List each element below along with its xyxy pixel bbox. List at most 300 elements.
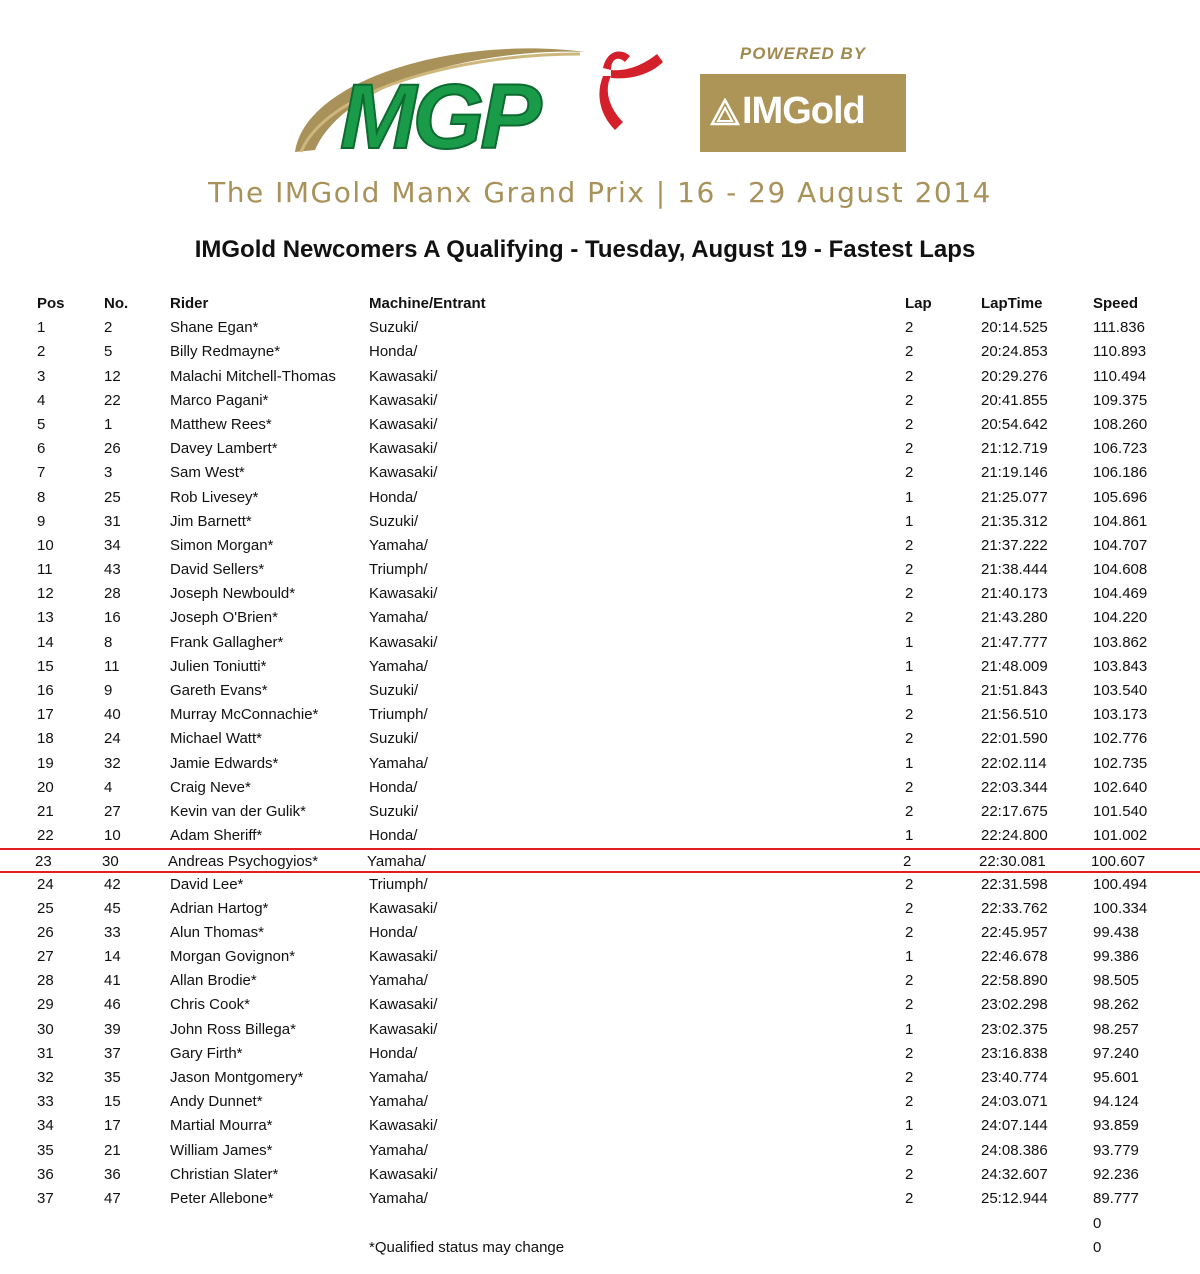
- cell-speed: 110.494: [1093, 367, 1147, 385]
- cell-pos: 35: [37, 1141, 54, 1159]
- cell-machine: Yamaha/: [367, 853, 426, 871]
- cell-number: 21: [104, 1141, 121, 1159]
- cell-speed: 97.240: [1093, 1044, 1139, 1062]
- cell-number: 31: [104, 512, 121, 530]
- cell-rider: Frank Gallagher*: [170, 633, 284, 651]
- cell-machine: Kawasaki/: [369, 1117, 438, 1135]
- table-row: [0, 582, 1200, 606]
- cell-speed: 104.220: [1093, 609, 1148, 627]
- cell-number: 40: [104, 706, 121, 724]
- table-row: [0, 631, 1200, 655]
- cell-pos: 9: [37, 512, 46, 530]
- cell-rider: Christian Slater*: [170, 1165, 279, 1183]
- cell-laptime: 24:03.071: [981, 1093, 1048, 1111]
- cell-lap: 2: [905, 561, 914, 579]
- table-row: [0, 703, 1200, 727]
- cell-laptime: 20:29.276: [981, 367, 1048, 385]
- cell-number: 14: [104, 948, 121, 966]
- cell-pos: 8: [37, 488, 46, 506]
- table-row: [0, 1187, 1200, 1211]
- cell-number: 33: [104, 923, 121, 941]
- cell-number: 41: [104, 972, 121, 990]
- cell-laptime: 21:38.444: [981, 561, 1048, 579]
- table-row: [0, 969, 1200, 993]
- table-row: [0, 727, 1200, 751]
- cell-rider: Peter Allebone*: [170, 1189, 274, 1207]
- cell-pos: 16: [37, 682, 54, 699]
- header-logos: [0, 0, 1200, 230]
- table-row: [0, 1114, 1200, 1138]
- imgold-logo: [700, 74, 906, 152]
- cell-machine: Honda/: [369, 343, 418, 361]
- cell-laptime: 21:43.280: [981, 609, 1048, 627]
- table-row: [0, 1163, 1200, 1187]
- mgp-logo: [285, 40, 675, 165]
- cell-lap: 2: [905, 875, 914, 893]
- cell-rider: Davey Lambert*: [170, 440, 278, 458]
- cell-lap: 2: [905, 1044, 914, 1062]
- cell-laptime: 22:31.598: [981, 875, 1048, 893]
- cell-laptime: 21:25.077: [981, 488, 1048, 506]
- cell-lap: 1: [905, 827, 914, 845]
- table-row: [0, 316, 1200, 340]
- header-speed: Speed: [1093, 295, 1139, 312]
- cell-lap: 2: [905, 343, 914, 361]
- header-no: No.: [104, 295, 129, 312]
- cell-speed: 108.260: [1093, 415, 1148, 433]
- cell-lap: 2: [905, 1189, 914, 1207]
- cell-pos: 18: [37, 730, 54, 748]
- cell-laptime: 23:02.375: [981, 1020, 1048, 1038]
- cell-speed: 104.608: [1093, 561, 1148, 579]
- cell-pos: 3: [37, 367, 46, 385]
- cell-pos: 33: [37, 1093, 54, 1111]
- cell-rider: Marco Pagani*: [170, 391, 269, 409]
- cell-pos: 28: [37, 972, 54, 990]
- cell-speed: 102.640: [1093, 778, 1148, 796]
- cell-pos: 14: [37, 633, 54, 651]
- table-row: [0, 1042, 1200, 1066]
- cell-speed: 93.779: [1093, 1141, 1139, 1159]
- cell-rider: David Sellers*: [170, 561, 265, 579]
- cell-machine: Kawasaki/: [369, 948, 438, 966]
- cell-speed: 98.262: [1093, 996, 1139, 1014]
- cell-machine: Suzuki/: [369, 730, 419, 748]
- table-row: [0, 389, 1200, 413]
- cell-machine: Yamaha/: [369, 536, 428, 554]
- cell-speed: 100.607: [1091, 853, 1146, 871]
- cell-laptime: 20:14.525: [981, 319, 1048, 337]
- cell-pos: 22: [37, 827, 54, 845]
- table-row: [0, 510, 1200, 534]
- table-header: [0, 292, 1200, 316]
- cell-lap: 1: [905, 754, 914, 772]
- cell-machine: Honda/: [369, 488, 418, 506]
- cell-lap: 2: [905, 996, 914, 1014]
- cell-number: 35: [104, 1069, 121, 1086]
- cell-laptime: 22:46.678: [981, 948, 1048, 966]
- cell-speed: 110.893: [1093, 343, 1147, 361]
- cell-machine: Honda/: [369, 923, 418, 941]
- cell-rider: Matthew Rees*: [170, 415, 272, 433]
- cell-machine: Suzuki/: [369, 319, 419, 337]
- cell-laptime: 21:51.843: [981, 682, 1048, 699]
- cell-laptime: 21:47.777: [981, 633, 1048, 651]
- cell-number: 28: [104, 585, 121, 603]
- cell-number: 5: [104, 343, 113, 361]
- speed-extra-value: 0: [1093, 1239, 1102, 1256]
- cell-lap: 1: [905, 633, 914, 651]
- cell-speed: 106.723: [1093, 440, 1148, 458]
- cell-pos: 2: [37, 343, 46, 361]
- table-row: [0, 461, 1200, 485]
- cell-lap: 2: [905, 391, 914, 409]
- cell-machine: Yamaha/: [369, 972, 428, 990]
- cell-rider: Andreas Psychogyios*: [168, 853, 319, 871]
- cell-number: 24: [104, 730, 121, 748]
- cell-speed: 94.124: [1093, 1093, 1139, 1111]
- cell-pos: 24: [37, 875, 54, 893]
- cell-number: 11: [104, 657, 120, 675]
- cell-pos: 23: [35, 853, 52, 871]
- cell-speed: 103.540: [1093, 682, 1148, 699]
- cell-speed: 103.173: [1093, 706, 1148, 724]
- cell-laptime: 22:33.762: [981, 899, 1048, 917]
- cell-number: 9: [104, 682, 113, 699]
- cell-lap: 2: [905, 802, 914, 820]
- cell-pos: 13: [37, 609, 54, 627]
- cell-lap: 2: [905, 464, 914, 482]
- header-lap: Lap: [905, 295, 932, 312]
- cell-speed: 93.859: [1093, 1117, 1139, 1135]
- cell-machine: Suzuki/: [369, 682, 419, 699]
- cell-pos: 27: [37, 948, 54, 966]
- cell-number: 27: [104, 802, 121, 820]
- cell-pos: 11: [37, 561, 53, 579]
- cell-pos: 1: [37, 319, 46, 337]
- cell-rider: Joseph O'Brien*: [170, 609, 278, 627]
- cell-laptime: 21:19.146: [981, 464, 1048, 482]
- cell-laptime: 22:24.800: [981, 827, 1048, 845]
- cell-machine: Yamaha/: [369, 754, 428, 772]
- cell-speed: 89.777: [1093, 1189, 1139, 1207]
- cell-number: 36: [104, 1165, 121, 1183]
- cell-machine: Honda/: [369, 827, 418, 845]
- cell-machine: Honda/: [369, 1044, 418, 1062]
- cell-lap: 2: [905, 972, 914, 990]
- triskelion-icon: [599, 52, 663, 130]
- cell-rider: Adrian Hartog*: [170, 899, 269, 917]
- cell-lap: 2: [905, 440, 914, 458]
- cell-lap: 2: [905, 1165, 914, 1183]
- cell-number: 17: [104, 1117, 121, 1135]
- cell-laptime: 20:54.642: [981, 415, 1048, 433]
- cell-lap: 1: [905, 948, 914, 966]
- cell-machine: Kawasaki/: [369, 1020, 438, 1038]
- imgold-triangle-icon: [710, 98, 740, 128]
- cell-number: 34: [104, 536, 121, 554]
- cell-rider: Malachi Mitchell-Thomas: [170, 367, 336, 385]
- cell-rider: Alun Thomas*: [170, 923, 264, 941]
- cell-laptime: 22:30.081: [979, 853, 1046, 871]
- cell-laptime: 23:02.298: [981, 996, 1048, 1014]
- table-row: [0, 1139, 1200, 1163]
- cell-rider: Gareth Evans*: [170, 682, 268, 699]
- cell-laptime: 21:35.312: [981, 512, 1048, 530]
- cell-pos: 15: [37, 657, 54, 675]
- cell-rider: Kevin van der Gulik*: [170, 802, 306, 820]
- cell-lap: 2: [905, 585, 914, 603]
- cell-speed: 109.375: [1093, 391, 1148, 409]
- cell-speed: 105.696: [1093, 488, 1148, 506]
- cell-rider: Allan Brodie*: [170, 972, 257, 990]
- cell-laptime: 22:58.890: [981, 972, 1048, 990]
- cell-lap: 1: [905, 488, 914, 506]
- table-row: [0, 340, 1200, 364]
- cell-lap: 1: [905, 1117, 914, 1135]
- cell-rider: Shane Egan*: [170, 319, 259, 337]
- cell-number: 1: [104, 415, 113, 433]
- table-row: [0, 993, 1200, 1017]
- cell-machine: Kawasaki/: [369, 391, 438, 409]
- table-row: [0, 413, 1200, 437]
- cell-machine: Yamaha/: [369, 657, 428, 675]
- event-title: The IMGold Manx Grand Prix | 16 - 29 August 2014: [208, 176, 992, 209]
- table-row: [0, 945, 1200, 969]
- cell-rider: Andy Dunnet*: [170, 1093, 263, 1111]
- cell-laptime: 24:08.386: [981, 1141, 1048, 1159]
- cell-number: 3: [104, 464, 113, 482]
- table-row: [0, 897, 1200, 921]
- cell-laptime: 21:40.173: [981, 585, 1048, 603]
- cell-number: 37: [104, 1044, 121, 1062]
- cell-pos: 36: [37, 1165, 54, 1183]
- cell-speed: 104.469: [1093, 585, 1148, 603]
- cell-number: 4: [104, 778, 113, 796]
- cell-pos: 19: [37, 754, 54, 772]
- header-pos: Pos: [37, 295, 65, 312]
- cell-lap: 2: [905, 1069, 914, 1086]
- cell-pos: 31: [37, 1044, 54, 1062]
- header-machine: Machine/Entrant: [369, 295, 486, 312]
- cell-number: 32: [104, 754, 121, 772]
- cell-rider: Michael Watt*: [170, 730, 262, 748]
- cell-machine: Honda/: [369, 778, 418, 796]
- cell-rider: Gary Firth*: [170, 1044, 243, 1062]
- table-row-highlighted: [0, 848, 1200, 872]
- cell-number: 25: [104, 488, 121, 506]
- cell-pos: 6: [37, 440, 46, 458]
- cell-number: 30: [102, 853, 119, 871]
- cell-number: 43: [104, 561, 121, 579]
- cell-machine: Kawasaki/: [369, 440, 438, 458]
- cell-pos: 37: [37, 1189, 54, 1207]
- cell-rider: David Lee*: [170, 875, 244, 893]
- cell-laptime: 25:12.944: [981, 1189, 1048, 1207]
- cell-speed: 95.601: [1093, 1069, 1139, 1086]
- cell-rider: Martial Mourra*: [170, 1117, 273, 1135]
- cell-pos: 4: [37, 391, 46, 409]
- cell-lap: 1: [905, 512, 914, 530]
- session-title: IMGold Newcomers A Qualifying - Tuesday, August 19 - Fastest Laps: [194, 236, 976, 263]
- cell-machine: Yamaha/: [369, 1189, 428, 1207]
- cell-machine: Kawasaki/: [369, 899, 438, 917]
- cell-pos: 17: [37, 706, 54, 724]
- cell-laptime: 21:12.719: [981, 440, 1048, 458]
- cell-machine: Kawasaki/: [369, 633, 438, 651]
- table-row: [0, 1018, 1200, 1042]
- speed-extra-value: 0: [1093, 1215, 1102, 1232]
- cell-rider: Joseph Newbould*: [170, 585, 296, 603]
- cell-laptime: 22:03.344: [981, 778, 1048, 796]
- cell-lap: 1: [905, 657, 914, 675]
- cell-number: 8: [104, 633, 113, 651]
- table-row: [0, 437, 1200, 461]
- imgold-wordmark: IMGold: [742, 90, 865, 132]
- cell-laptime: 23:40.774: [981, 1069, 1048, 1086]
- table-row: [0, 679, 1200, 703]
- cell-rider: Sam West*: [170, 464, 245, 482]
- cell-number: 26: [104, 440, 121, 458]
- cell-lap: 1: [905, 1020, 914, 1038]
- cell-lap: 2: [903, 853, 912, 871]
- cell-laptime: 24:32.607: [981, 1165, 1048, 1183]
- cell-laptime: 22:45.957: [981, 923, 1048, 941]
- cell-speed: 100.334: [1093, 899, 1148, 917]
- cell-rider: Billy Redmayne*: [170, 343, 281, 361]
- cell-speed: 103.862: [1093, 633, 1148, 651]
- cell-lap: 2: [905, 319, 914, 337]
- cell-rider: Rob Livesey*: [170, 488, 259, 506]
- cell-pos: 12: [37, 585, 54, 603]
- cell-lap: 2: [905, 706, 914, 724]
- cell-laptime: 20:41.855: [981, 391, 1048, 409]
- cell-machine: Suzuki/: [369, 802, 419, 820]
- cell-rider: Chris Cook*: [170, 996, 251, 1014]
- header-laptime: LapTime: [981, 295, 1043, 312]
- cell-speed: 106.186: [1093, 464, 1148, 482]
- cell-rider: William James*: [170, 1141, 273, 1159]
- cell-machine: Kawasaki/: [369, 996, 438, 1014]
- cell-machine: Kawasaki/: [369, 367, 438, 385]
- cell-pos: 20: [37, 778, 54, 796]
- cell-lap: 2: [905, 899, 914, 917]
- cell-laptime: 23:16.838: [981, 1044, 1048, 1062]
- cell-machine: Yamaha/: [369, 1141, 428, 1159]
- header-rider: Rider: [170, 295, 209, 312]
- cell-speed: 111.836: [1093, 319, 1145, 337]
- cell-lap: 2: [905, 730, 914, 748]
- cell-speed: 104.707: [1093, 536, 1148, 554]
- table-row: [0, 558, 1200, 582]
- cell-lap: 2: [905, 415, 914, 433]
- cell-pos: 26: [37, 923, 54, 941]
- cell-number: 16: [104, 609, 121, 627]
- cell-machine: Triumph/: [369, 875, 428, 893]
- cell-number: 10: [104, 827, 121, 845]
- cell-pos: 5: [37, 415, 46, 433]
- cell-lap: 1: [905, 682, 914, 699]
- table-row: [0, 606, 1200, 630]
- powered-by-label: POWERED BY: [739, 44, 867, 63]
- table-row: [0, 752, 1200, 776]
- cell-lap: 2: [905, 609, 914, 627]
- table-row: [0, 776, 1200, 800]
- cell-rider: Simon Morgan*: [170, 536, 274, 554]
- cell-speed: 100.494: [1093, 875, 1148, 893]
- cell-speed: 99.386: [1093, 948, 1139, 966]
- cell-number: 46: [104, 996, 121, 1014]
- cell-rider: Murray McConnachie*: [170, 706, 319, 724]
- cell-laptime: 22:02.114: [981, 754, 1047, 772]
- cell-rider: Morgan Govignon*: [170, 948, 296, 966]
- cell-rider: Craig Neve*: [170, 778, 251, 796]
- cell-pos: 29: [37, 996, 54, 1014]
- cell-speed: 104.861: [1093, 512, 1148, 530]
- cell-machine: Kawasaki/: [369, 1165, 438, 1183]
- cell-speed: 102.735: [1093, 754, 1148, 772]
- cell-laptime: 21:48.009: [981, 657, 1048, 675]
- cell-speed: 92.236: [1093, 1165, 1139, 1183]
- table-body: [0, 316, 1200, 1211]
- table-row: [0, 800, 1200, 824]
- cell-lap: 2: [905, 367, 914, 385]
- cell-pos: 7: [37, 464, 46, 482]
- table-row: [0, 1066, 1200, 1090]
- cell-laptime: 24:07.144: [981, 1117, 1048, 1135]
- cell-lap: 2: [905, 536, 914, 554]
- cell-laptime: 22:01.590: [981, 730, 1048, 748]
- cell-pos: 30: [37, 1020, 54, 1038]
- cell-pos: 10: [37, 536, 54, 554]
- cell-machine: Kawasaki/: [369, 415, 438, 433]
- cell-lap: 2: [905, 1093, 914, 1111]
- cell-number: 39: [104, 1020, 121, 1038]
- cell-pos: 21: [37, 802, 54, 820]
- table-row: [0, 873, 1200, 897]
- mgp-wordmark: MGP: [340, 66, 538, 165]
- cell-pos: 34: [37, 1117, 54, 1135]
- table-row: [0, 921, 1200, 945]
- cell-speed: 98.257: [1093, 1020, 1139, 1038]
- cell-laptime: 22:17.675: [981, 802, 1048, 820]
- cell-machine: Yamaha/: [369, 1069, 428, 1086]
- cell-rider: Julien Toniutti*: [170, 657, 267, 675]
- cell-lap: 2: [905, 1141, 914, 1159]
- cell-rider: Jim Barnett*: [170, 512, 252, 530]
- cell-laptime: 21:37.222: [981, 536, 1048, 554]
- cell-number: 45: [104, 899, 121, 917]
- cell-machine: Kawasaki/: [369, 464, 438, 482]
- cell-speed: 101.540: [1093, 802, 1148, 820]
- cell-lap: 2: [905, 778, 914, 796]
- results-table: [0, 292, 1200, 1211]
- cell-pos: 25: [37, 899, 54, 917]
- cell-number: 12: [104, 367, 121, 385]
- cell-laptime: 20:24.853: [981, 343, 1048, 361]
- cell-number: 15: [104, 1093, 121, 1111]
- cell-machine: Yamaha/: [369, 1093, 428, 1111]
- cell-machine: Triumph/: [369, 561, 428, 579]
- cell-number: 22: [104, 391, 121, 409]
- cell-machine: Kawasaki/: [369, 585, 438, 603]
- cell-laptime: 21:56.510: [981, 706, 1048, 724]
- cell-speed: 102.776: [1093, 730, 1148, 748]
- table-row: [0, 655, 1200, 679]
- cell-speed: 98.505: [1093, 972, 1139, 990]
- cell-rider: Adam Sheriff*: [170, 827, 263, 845]
- table-row: [0, 486, 1200, 510]
